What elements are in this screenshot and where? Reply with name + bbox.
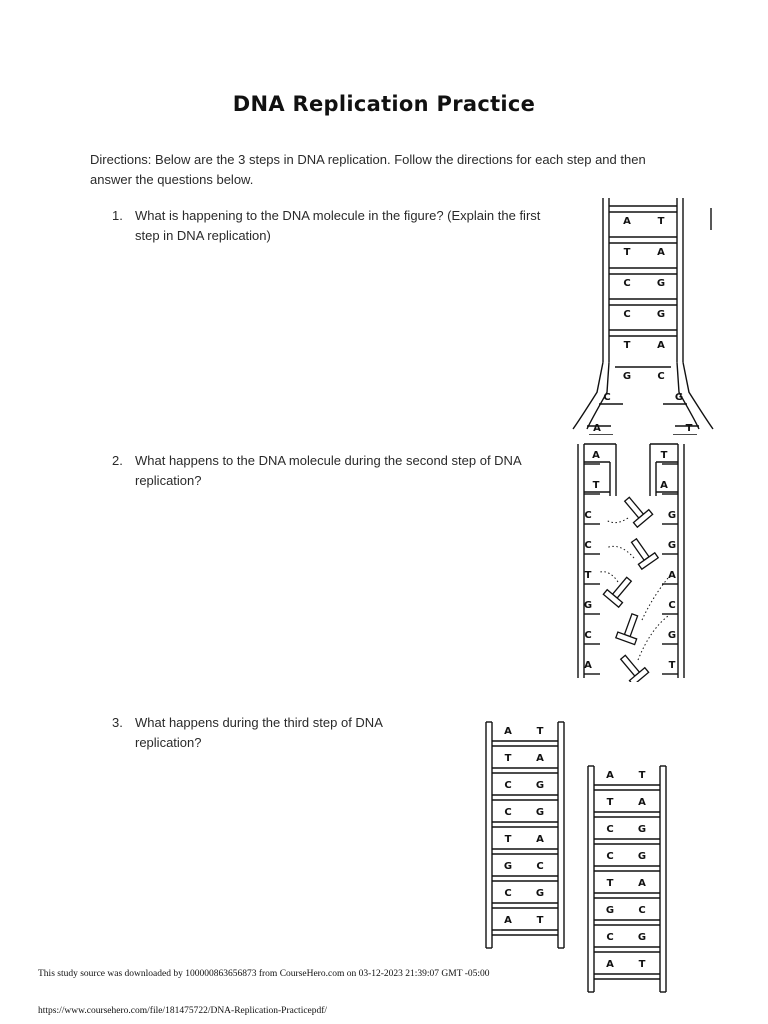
footer-source-note: This study source was downloaded by 100000863656873 from CourseHero.com on 03-12-2023 21:39:07 GMT -05:00 (38, 969, 490, 979)
base-label: A (606, 959, 614, 970)
base-label: C (606, 824, 614, 835)
base-label: A (592, 450, 600, 461)
free-nucleotide (616, 611, 644, 644)
base-label: C (504, 888, 512, 899)
base-label: C (584, 510, 592, 521)
question-text: What happens during the third step of DNA replication? (135, 715, 383, 750)
base-label: T (638, 770, 646, 781)
base-label: C (504, 807, 512, 818)
base-label: G (583, 600, 593, 611)
base-label: T (623, 340, 631, 351)
base-label: A (606, 770, 614, 781)
base-label: T (606, 797, 614, 808)
nucleotide-stem (632, 539, 650, 560)
question-number: 3. (112, 715, 123, 730)
base-label: T (606, 878, 614, 889)
base-label: C (584, 630, 592, 641)
base-label: A (536, 834, 544, 845)
base-label: C (536, 861, 544, 872)
footer-url: https://www.coursehero.com/file/181475722/DNA-Replication-Practicepdf/ (38, 1006, 328, 1016)
base-label: C (504, 780, 512, 791)
question-number: 2. (112, 453, 123, 468)
base-label: C (657, 371, 665, 382)
base-label: T (536, 726, 544, 737)
base-label: T (685, 423, 693, 434)
base-label: G (637, 824, 647, 835)
base-label: A (504, 726, 512, 737)
nucleotide-stem (613, 577, 632, 598)
base-label: C (606, 932, 614, 943)
base-label: A (593, 423, 601, 434)
dna-free-nucleotides-figure (570, 440, 700, 682)
question-number: 1. (112, 208, 123, 223)
daughter-dna-molecule-1 (480, 718, 570, 950)
nucleotide-stem (624, 614, 637, 637)
base-label: G (656, 278, 666, 289)
base-label: A (657, 340, 665, 351)
backbone-strand (573, 362, 603, 429)
base-label: T (638, 959, 646, 970)
directions-text: Directions: Below are the 3 steps in DNA replication. Follow the directions for each step and then answer the questions below. (90, 152, 646, 187)
base-label: C (606, 851, 614, 862)
free-nucleotide (615, 651, 648, 682)
base-label: C (623, 309, 631, 320)
dotted-arrow (606, 546, 634, 558)
question-text: What happens to the DNA molecule during the second step of DNA replication? (135, 453, 521, 488)
free-nucleotide (619, 493, 652, 527)
free-nucleotide (603, 573, 636, 607)
base-label: A (668, 570, 676, 581)
base-label: T (504, 834, 512, 845)
base-label: G (656, 309, 666, 320)
base-label: A (638, 878, 646, 889)
base-label: A (623, 216, 631, 227)
dotted-arrow (606, 518, 628, 523)
base-label: T (660, 450, 668, 461)
base-label: A (638, 797, 646, 808)
dna-unzipping-figure (565, 190, 715, 435)
base-label: C (603, 392, 611, 403)
base-label: G (535, 888, 545, 899)
base-label: G (535, 780, 545, 791)
base-label: G (535, 807, 545, 818)
base-label: G (667, 540, 677, 551)
base-label: T (592, 480, 600, 491)
base-label: C (623, 278, 631, 289)
base-label: T (584, 570, 592, 581)
base-label: G (622, 371, 632, 382)
dotted-arrow (638, 616, 668, 660)
backbone-strand (683, 362, 713, 429)
base-label: A (536, 753, 544, 764)
question-text: What is happening to the DNA molecule in the figure? (Explain the first step in DNA replication) (135, 208, 541, 243)
base-label: G (667, 630, 677, 641)
base-label: A (657, 247, 665, 258)
base-label: G (637, 932, 647, 943)
base-label: T (668, 660, 676, 671)
free-nucleotide (626, 535, 658, 569)
base-label: G (637, 851, 647, 862)
base-label: C (584, 540, 592, 551)
base-label: A (660, 480, 668, 491)
base-label: T (504, 753, 512, 764)
base-label: A (584, 660, 592, 671)
dotted-arrow (600, 572, 618, 582)
base-label: G (667, 510, 677, 521)
base-label: G (503, 861, 513, 872)
base-label: T (536, 915, 544, 926)
nucleotide-stem (621, 655, 640, 676)
daughter-dna-molecule-2 (582, 762, 672, 994)
base-label: G (605, 905, 615, 916)
base-label: T (623, 247, 631, 258)
base-label: A (504, 915, 512, 926)
base-label: G (674, 392, 684, 403)
nucleotide-stem (625, 497, 644, 518)
base-label: C (668, 600, 676, 611)
base-label: T (657, 216, 665, 227)
page-title: DNA Replication Practice (232, 92, 536, 116)
base-label: C (638, 905, 646, 916)
